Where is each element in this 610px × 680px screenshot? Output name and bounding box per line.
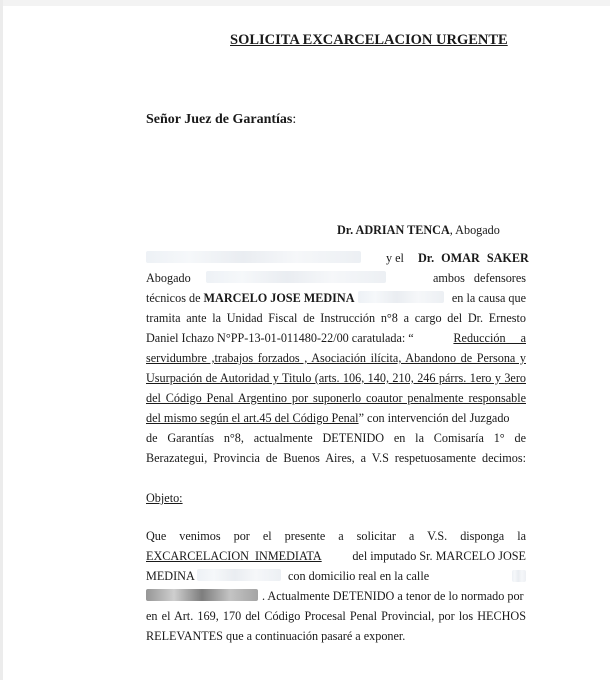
redacted-address [146,589,258,601]
defendant-name: MARCELO JOSE MEDINA [203,291,355,305]
para1-line-5 [146,330,526,347]
para1-abogado: Abogado [146,271,191,285]
case-title-end: del mismo según el art.45 del Código Penal [146,411,359,425]
lawyer-line [337,222,537,239]
para2-line-6: RELEVANTES que a continuación pasaré a exponer. [146,629,406,643]
redacted-defendant-surname [358,291,444,303]
redacted-surname-2 [197,569,281,581]
scan-edge-left [0,0,3,680]
para1-line-2 [146,270,526,287]
salutation [146,112,296,128]
case-title-line-2: Usurpación de Autoridad y Titulo (arts. 106, 140, 210, 246 párrs. 1ero y 3ero [146,371,526,385]
scan-edge-top [0,0,610,6]
salutation-colon: : [292,112,297,127]
para2-line-3 [146,568,526,585]
excarcelacion-request: EXCARCELACION INMEDIATA [146,549,322,563]
para1-ambos: ambos defensores [433,271,526,285]
document-title: SOLICITA EXCARCELACION URGENTE [230,32,508,48]
para2-detenido: . Actualmente DETENIDO a tenor de lo normado por [262,589,524,603]
para2-line-5: en el Art. 169, 170 del Código Procesal Penal Provincial, por los HECHOS [146,609,526,623]
redacted-credential [206,271,386,283]
objeto-heading: Objeto: [146,491,183,505]
para2-medina: MEDINA [146,569,195,583]
para1-line-1 [146,250,529,267]
para2-line-2 [146,548,526,565]
para1-line-10: de Garantías n°8, actualmente DETENIDO en la Comisaría 1° de [146,431,526,445]
para1-line-11: Berazategui, Provincia de Buenos Aires, a V.S respetuosamente decimos: [146,451,526,465]
lawyer-name: Dr. ADRIAN TENCA [337,223,450,237]
para1-line-9 [146,410,526,427]
para2-domicilio: con domicilio real en la calle [288,569,430,583]
case-title-start: Reducción a [453,331,526,345]
para1-line-4: tramita ante la Unidad Fiscal de Instrucción n°8 a cargo del Dr. Ernesto [146,311,526,325]
para1-causa: en la causa que [451,291,526,305]
para1-line-3 [146,290,526,307]
redacted-name-1 [146,251,361,263]
lawyer-role: , Abogado [449,223,500,237]
case-title-line-1: servidumbre ,trabajos forzados , Asociación ilícita, Abandono de Persona y [146,351,526,365]
para1-juzgado: ” con intervención del Juzgado [358,411,510,425]
para2-line-4 [146,588,526,605]
para1-y-el: y el [386,251,404,265]
salutation-text: Señor Juez de Garantías [146,112,293,127]
para2-imputado: del imputado Sr. MARCELO JOSE [352,549,526,563]
para1-second-lawyer: Dr. OMAR SAKER [418,251,529,265]
para1-case-number: Daniel Ichazo N°PP-13-01-011480-22/00 caratulada: “ [146,331,414,345]
para1-tecnicos: técnicos de [146,291,201,305]
case-title-line-3: del Código Penal Argentino por suponerlo coautor penalmente responsable [146,391,526,405]
redacted-street-start [512,570,526,582]
para2-line-1: Que venimos por el presente a solicitar a V.S. disponga la [146,529,526,543]
